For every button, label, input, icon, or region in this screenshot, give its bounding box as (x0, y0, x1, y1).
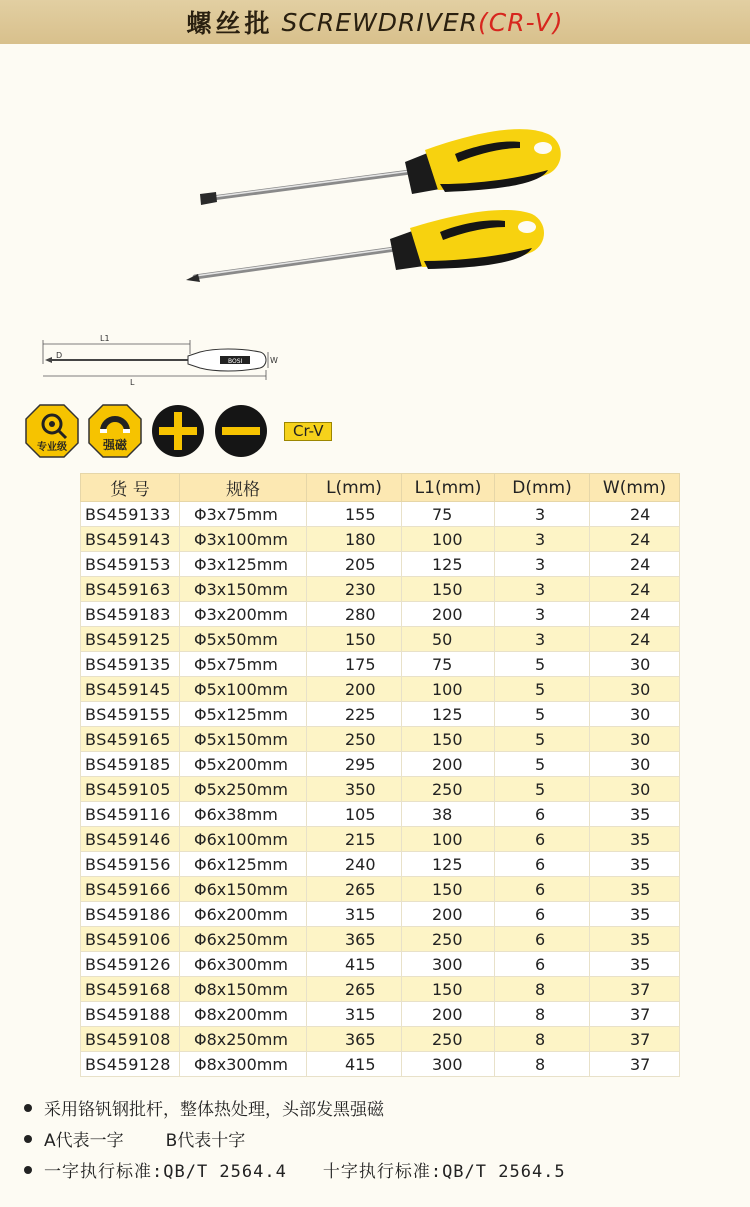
cell-d: 6 (495, 927, 590, 952)
cell-l: 415 (307, 1052, 402, 1077)
cell-l1: 100 (402, 827, 495, 852)
table-row (81, 702, 680, 727)
cell-d: 5 (495, 702, 590, 727)
cell-w: 30 (590, 752, 680, 777)
cell-l1: 100 (402, 527, 495, 552)
cell-l1: 125 (402, 702, 495, 727)
cell-model: BS459155 (81, 702, 180, 727)
cell-d: 8 (495, 1052, 590, 1077)
cell-l1: 38 (402, 802, 495, 827)
spec-table (80, 473, 680, 1077)
cell-model: BS459143 (81, 527, 180, 552)
title-material: (CR-V) (478, 7, 564, 37)
cell-l1: 200 (402, 1002, 495, 1027)
cell-model: BS459106 (81, 927, 180, 952)
cell-model: BS459163 (81, 577, 180, 602)
cell-w: 30 (590, 777, 680, 802)
cell-l: 155 (307, 502, 402, 527)
cell-d: 3 (495, 527, 590, 552)
cell-d: 6 (495, 877, 590, 902)
table-row (81, 577, 680, 602)
cell-l1: 200 (402, 602, 495, 627)
cell-l: 150 (307, 627, 402, 652)
table-row (81, 902, 680, 927)
bullet-icon (24, 1104, 32, 1112)
cell-spec: Φ8x300mm (180, 1052, 307, 1077)
cell-spec: Φ5x100mm (180, 677, 307, 702)
cell-spec: Φ6x38mm (180, 802, 307, 827)
cell-l1: 50 (402, 627, 495, 652)
cell-d: 5 (495, 752, 590, 777)
cell-model: BS459186 (81, 902, 180, 927)
cell-model: BS459156 (81, 852, 180, 877)
cell-d: 3 (495, 602, 590, 627)
cell-spec: Φ6x100mm (180, 827, 307, 852)
cell-d: 6 (495, 852, 590, 877)
cell-spec: Φ6x150mm (180, 877, 307, 902)
cell-model: BS459145 (81, 677, 180, 702)
title-english: SCREWDRIVER (281, 7, 479, 37)
cell-model: BS459133 (81, 502, 180, 527)
cell-model: BS459188 (81, 1002, 180, 1027)
title-bar (0, 0, 750, 44)
header-l1: L1(mm) (402, 474, 495, 502)
table-row (81, 552, 680, 577)
cell-model: BS459126 (81, 952, 180, 977)
note-standard-phillips: 十字执行标准:QB/T 2564.5 (322, 1162, 566, 1182)
dimension-drawing (40, 330, 285, 390)
cell-model: BS459108 (81, 1027, 180, 1052)
cell-l: 315 (307, 1002, 402, 1027)
cell-d: 6 (495, 827, 590, 852)
magnetic-badge (87, 403, 143, 459)
cell-model: BS459128 (81, 1052, 180, 1077)
cell-l: 105 (307, 802, 402, 827)
title-chinese: 螺丝批 (186, 9, 274, 38)
cell-d: 6 (495, 952, 590, 977)
cell-model: BS459125 (81, 627, 180, 652)
cell-l: 265 (307, 877, 402, 902)
cell-l: 295 (307, 752, 402, 777)
cell-spec: Φ3x150mm (180, 577, 307, 602)
cell-l: 175 (307, 652, 402, 677)
header-d: D(mm) (495, 474, 590, 502)
cell-w: 35 (590, 902, 680, 927)
crv-tag: Cr-V (284, 422, 332, 441)
bullet-icon (24, 1166, 32, 1174)
cell-spec: Φ8x250mm (180, 1027, 307, 1052)
cell-model: BS459165 (81, 727, 180, 752)
table-row (81, 877, 680, 902)
cell-l1: 125 (402, 852, 495, 877)
cell-d: 3 (495, 502, 590, 527)
professional-badge (24, 403, 80, 459)
cell-spec: Φ6x200mm (180, 902, 307, 927)
cell-l: 240 (307, 852, 402, 877)
cell-spec: Φ8x200mm (180, 1002, 307, 1027)
note-type-a: A代表一字 (44, 1131, 124, 1151)
cell-d: 5 (495, 727, 590, 752)
table-row (81, 852, 680, 877)
cell-l: 315 (307, 902, 402, 927)
cell-w: 24 (590, 527, 680, 552)
cell-model: BS459146 (81, 827, 180, 852)
cell-model: BS459183 (81, 602, 180, 627)
cell-w: 24 (590, 627, 680, 652)
table-row (81, 727, 680, 752)
cell-spec: Φ8x150mm (180, 977, 307, 1002)
cell-l: 200 (307, 677, 402, 702)
header-l: L(mm) (307, 474, 402, 502)
cell-d: 3 (495, 552, 590, 577)
table-row (81, 1052, 680, 1077)
cell-model: BS459116 (81, 802, 180, 827)
label-l: L (130, 378, 135, 387)
cell-l1: 150 (402, 727, 495, 752)
cell-w: 35 (590, 802, 680, 827)
cell-model: BS459105 (81, 777, 180, 802)
table-row (81, 1002, 680, 1027)
table-row (81, 527, 680, 552)
cell-spec: Φ3x100mm (180, 527, 307, 552)
table-header-row (81, 474, 680, 502)
cell-model: BS459185 (81, 752, 180, 777)
table-row (81, 752, 680, 777)
slotted-screwdriver-image (200, 129, 561, 205)
note-standard-slotted: 一字执行标准:QB/T 2564.4 (44, 1162, 287, 1182)
cell-w: 24 (590, 502, 680, 527)
cell-w: 37 (590, 1002, 680, 1027)
cell-spec: Φ5x150mm (180, 727, 307, 752)
cell-spec: Φ6x250mm (180, 927, 307, 952)
cell-w: 35 (590, 852, 680, 877)
label-l1: L1 (100, 334, 110, 343)
cell-d: 5 (495, 677, 590, 702)
cell-w: 35 (590, 827, 680, 852)
cell-l: 205 (307, 552, 402, 577)
cell-w: 24 (590, 552, 680, 577)
cell-spec: Φ6x300mm (180, 952, 307, 977)
cell-w: 24 (590, 602, 680, 627)
cell-l1: 100 (402, 677, 495, 702)
notes (24, 1092, 566, 1185)
cell-d: 3 (495, 577, 590, 602)
cell-w: 37 (590, 1052, 680, 1077)
cell-spec: Φ5x250mm (180, 777, 307, 802)
cell-l1: 300 (402, 1052, 495, 1077)
table-row (81, 927, 680, 952)
cell-w: 30 (590, 652, 680, 677)
cell-w: 30 (590, 727, 680, 752)
note-type (24, 1123, 566, 1154)
cell-spec: Φ5x75mm (180, 652, 307, 677)
table-row (81, 652, 680, 677)
bullet-icon (24, 1135, 32, 1143)
cell-l1: 300 (402, 952, 495, 977)
table-row (81, 602, 680, 627)
cell-l: 230 (307, 577, 402, 602)
cell-l1: 150 (402, 577, 495, 602)
cell-l: 280 (307, 602, 402, 627)
table-row (81, 777, 680, 802)
cell-l: 265 (307, 977, 402, 1002)
cell-l1: 150 (402, 977, 495, 1002)
label-w: W (270, 356, 278, 365)
cell-l1: 75 (402, 652, 495, 677)
cell-spec: Φ5x50mm (180, 627, 307, 652)
drawing-brand: BOSI (228, 358, 243, 365)
header-w: W(mm) (590, 474, 680, 502)
cell-d: 6 (495, 902, 590, 927)
table-row (81, 827, 680, 852)
table-row (81, 677, 680, 702)
table-body (81, 502, 680, 1077)
table-row (81, 502, 680, 527)
table-row (81, 802, 680, 827)
cell-spec: Φ5x125mm (180, 702, 307, 727)
professional-label: 专业级 (37, 442, 67, 453)
table-row (81, 977, 680, 1002)
cell-l1: 250 (402, 1027, 495, 1052)
cell-l1: 200 (402, 902, 495, 927)
cell-w: 35 (590, 927, 680, 952)
cell-spec: Φ3x125mm (180, 552, 307, 577)
cell-l1: 200 (402, 752, 495, 777)
cell-w: 37 (590, 1027, 680, 1052)
cell-l1: 75 (402, 502, 495, 527)
cell-d: 6 (495, 802, 590, 827)
cell-model: BS459153 (81, 552, 180, 577)
cell-spec: Φ3x75mm (180, 502, 307, 527)
note-standard (24, 1154, 566, 1185)
cell-l: 415 (307, 952, 402, 977)
cell-l: 250 (307, 727, 402, 752)
cell-l1: 125 (402, 552, 495, 577)
feature-badges (24, 403, 332, 459)
cell-w: 37 (590, 977, 680, 1002)
cell-d: 5 (495, 777, 590, 802)
slotted-tip-icon (213, 403, 269, 459)
cell-l: 180 (307, 527, 402, 552)
phillips-tip-icon (150, 403, 206, 459)
table-row (81, 952, 680, 977)
cell-w: 30 (590, 702, 680, 727)
cell-w: 24 (590, 577, 680, 602)
cell-d: 5 (495, 652, 590, 677)
table-row (81, 1027, 680, 1052)
cell-l1: 250 (402, 927, 495, 952)
cell-l1: 250 (402, 777, 495, 802)
cell-d: 8 (495, 977, 590, 1002)
cell-model: BS459166 (81, 877, 180, 902)
cell-l: 365 (307, 927, 402, 952)
header-model: 货 号 (81, 474, 180, 502)
cell-d: 3 (495, 627, 590, 652)
cell-model: BS459168 (81, 977, 180, 1002)
cell-model: BS459135 (81, 652, 180, 677)
note-material (24, 1092, 566, 1123)
magnetic-label: 强磁 (102, 438, 128, 452)
product-photo (0, 44, 750, 304)
cell-l1: 150 (402, 877, 495, 902)
cell-spec: Φ6x125mm (180, 852, 307, 877)
cell-l: 365 (307, 1027, 402, 1052)
cell-l: 215 (307, 827, 402, 852)
phillips-screwdriver-image (186, 210, 544, 282)
cell-spec: Φ5x200mm (180, 752, 307, 777)
cell-d: 8 (495, 1002, 590, 1027)
table-row (81, 627, 680, 652)
cell-w: 35 (590, 877, 680, 902)
label-d: D (56, 351, 63, 360)
cell-w: 30 (590, 677, 680, 702)
cell-l: 225 (307, 702, 402, 727)
header-spec: 规格 (180, 474, 307, 502)
cell-d: 8 (495, 1027, 590, 1052)
cell-spec: Φ3x200mm (180, 602, 307, 627)
note-type-b: B代表十字 (165, 1131, 246, 1151)
cell-l: 350 (307, 777, 402, 802)
cell-w: 35 (590, 952, 680, 977)
note-material-text: 采用铬钒钢批杆，整体热处理，头部发黑强磁 (44, 1100, 384, 1120)
